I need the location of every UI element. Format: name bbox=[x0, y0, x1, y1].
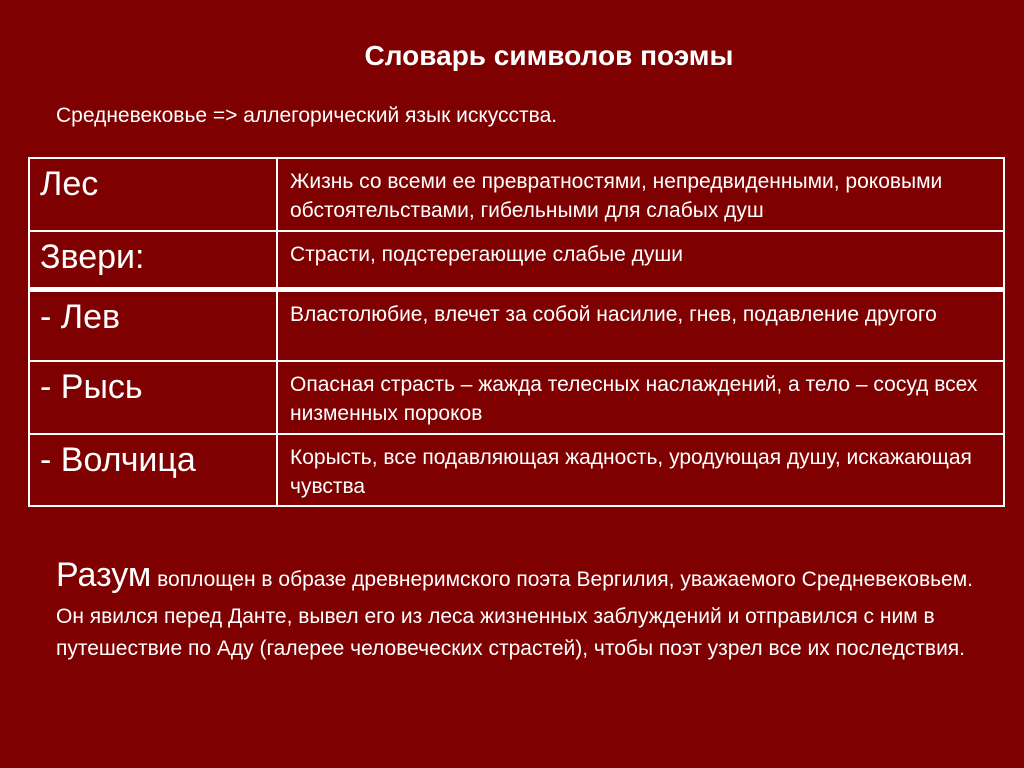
symbol-meaning: Корысть, все подавляющая жадность, уродующая душу, искажающая чувства bbox=[277, 434, 1004, 507]
symbol-meaning: Властолюбие, влечет за собой насилие, гнев, подавление другого bbox=[277, 290, 1004, 361]
reason-lead-word: Разум bbox=[56, 556, 152, 594]
table-row bbox=[29, 290, 1004, 361]
symbol-term: - Лев bbox=[29, 290, 277, 361]
reason-text: воплощен в образе древнеримского поэта Вергилия, уважаемого Средневековьем. Он явился перед Данте, вывел его из леса жизненных заблуждений и отправился с ним в путешествие по Аду (галерее человеческих страстей), чтобы поэт узрел все их последствия. bbox=[56, 568, 973, 660]
table-row bbox=[29, 231, 1004, 290]
reason-paragraph bbox=[56, 550, 1006, 664]
symbols-table bbox=[28, 157, 1005, 507]
symbol-term: - Рысь bbox=[29, 361, 277, 434]
symbol-term: Лес bbox=[29, 158, 277, 231]
symbol-term: Звери: bbox=[29, 231, 277, 290]
symbol-meaning: Опасная страсть – жажда телесных наслаждений, а тело – сосуд всех низменных пороков bbox=[277, 361, 1004, 434]
slide-title: Словарь символов поэмы bbox=[364, 40, 734, 71]
symbol-term: - Волчица bbox=[29, 434, 277, 507]
slide-subtitle: Средневековье => аллегорический язык искусства. bbox=[56, 104, 558, 127]
table-row bbox=[29, 361, 1004, 434]
table-row bbox=[29, 158, 1004, 231]
table-row bbox=[29, 434, 1004, 507]
symbol-meaning: Жизнь со всеми ее превратностями, непредвиденными, роковыми обстоятельствами, гибельными для слабых душ bbox=[277, 158, 1004, 231]
symbol-meaning: Страсти, подстерегающие слабые души bbox=[277, 231, 1004, 290]
